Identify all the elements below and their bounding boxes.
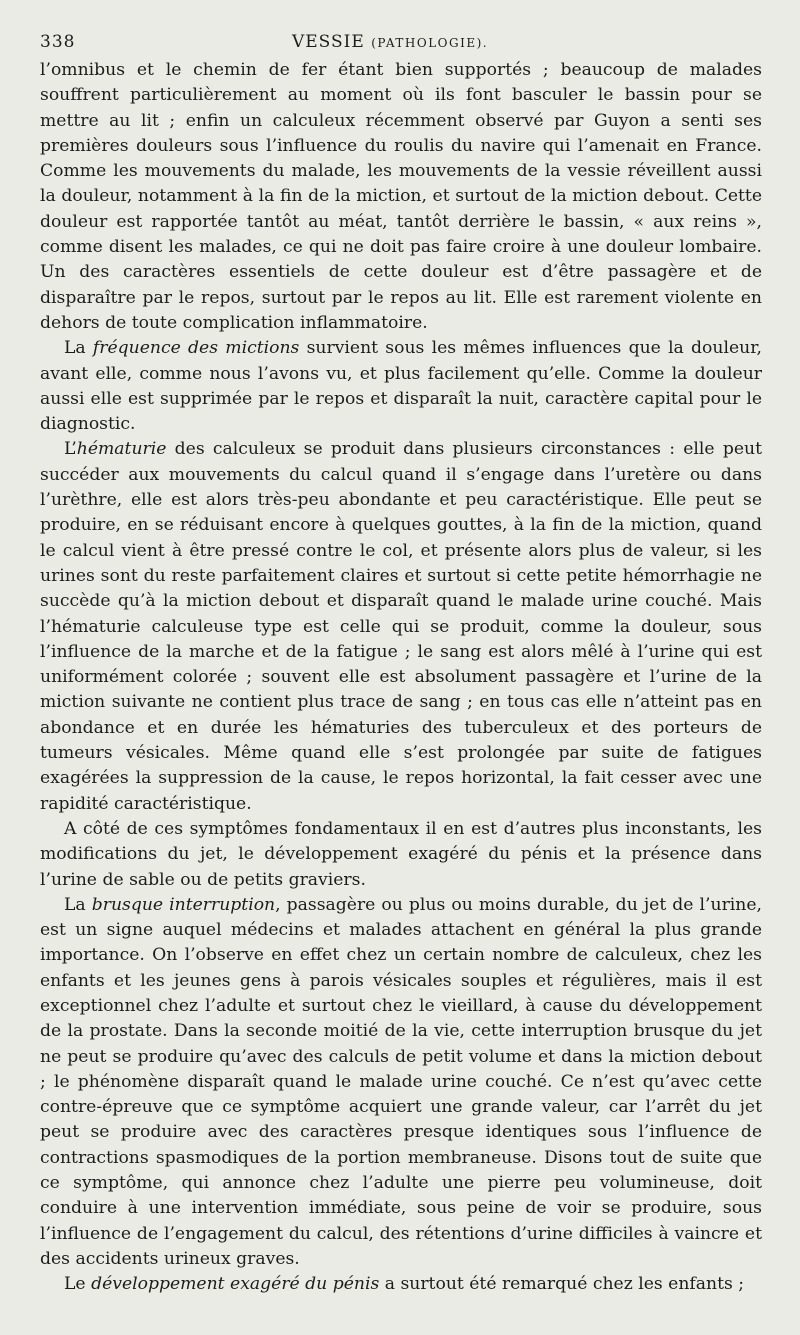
running-header — [40, 26, 762, 58]
paragraph-5 — [40, 893, 762, 1272]
paragraph-text: La — [64, 338, 93, 359]
paragraph-text: , passagère ou plus ou moins durable, du jet de l’urine, est un signe auquel médecins et malades attachent en général la plus grande importance. On l’observe en effet chez un certain nombre de calculeux, chez les enfants et les jeunes gens à parois vésicales souples et régulières, mais il est exceptionnel chez l’adulte et surtout chez le vieillard, à cause du développement de la prostate. Dans la seconde moitié de la vie, cette interruption brusque du jet ne peut se produire qu’avec des calculs de petit volume et dans la miction debout ; le phénomène disparaît quand le malade urine couché. Ce n’est qu’avec cette contre-épreuve que ce symptôme acquiert une grande valeur, car l’arrêt du jet peut se produire avec des caractères presque identiques sous l’influence de contractions spasmodiques de la portion membraneuse. Disons tout de suite que ce symptôme, qui annonce chez l’adulte une pierre peu volumineuse, doit conduire à une intervention immédiate, sous peine de voir se produire, sous l’influence de l’engagement du calcul, des rétentions d’urine difficiles à vaincre et des accidents urineux graves. — [40, 894, 762, 1269]
paragraph-text: a surtout été remarqué chez les enfants ; — [379, 1274, 745, 1295]
italic-term: hématurie — [76, 439, 167, 460]
paragraph-text: survient sous les mêmes influences que la douleur, avant elle, comme nous l’avons vu, et plus facilement qu’elle. Comme la douleur aussi elle est supprimée par le repos et disparaît la nuit, caractère capital pour le diagnostic. — [40, 338, 763, 435]
running-title — [292, 32, 488, 52]
italic-term: développement exagéré du pénis — [91, 1274, 380, 1295]
paragraph-text: Le — [64, 1274, 92, 1295]
running-title-subtitle: (PATHOLOGIE). — [371, 36, 489, 50]
body-text — [40, 58, 762, 1298]
page-number: 338 — [40, 32, 76, 52]
paragraph-text: A côté de ces symptômes fondamentaux il en est d’autres plus inconstants, les modifications du jet, le développement exagéré du pénis et la présence dans l’urine de sable ou de petits graviers. — [40, 818, 762, 890]
paragraph-3 — [40, 437, 762, 816]
paragraph-text: l’omnibus et le chemin de fer étant bien supportés ; beaucoup de malades souffrent particulièrement au moment où ils font basculer le bassin pour se mettre au lit ; enfin un calculeux récemment observé par Guyon a senti ses premières douleurs sous l’influence du roulis du navire qui l’amenait en France. Comme les mouvements du malade, les mouvements de la vessie réveillent aussi la douleur, notamment à la fin de la miction, et surtout de la miction debout. Cette douleur est rapportée tantôt au méat, tantôt derrière le bassin, « aux reins », comme disent les malades, ce qui ne doit pas faire croire à une douleur lombaire. Un des caractères essentiels de cette douleur est d’être passagère et de disparaître par le repos, surtout par le repos au lit. Elle est rarement violente en dehors de toute complication inflammatoire. — [40, 60, 762, 333]
paragraph-text: des calculeux se produit dans plusieurs circonstances : elle peut succéder aux mouvements du calcul quand il s’engage dans l’uretère ou dans l’urèthre, elle est alors très-peu abondante et peu caractéristique. Elle peut se produire, en se réduisant encore à quelques gouttes, à la fin de la miction, quand le calcul vient à être pressé contre le col, et présente alors plus de valeur, si les urines sont du reste parfaitement claires et surtout si cette petite hémorrhagie ne succède qu’à la miction debout et disparaît quand le malade urine couché. Mais l’hématurie calculeuse type est celle qui se produit, comme la douleur, sous l’influence de la marche et de la fatigue ; le sang est alors mêlé à l’urine qui est uniformément colorée ; souvent elle est absolument passagère et l’urine de la miction suivante ne contient plus trace de sang ; en tous cas elle n’atteint pas en abondance et en durée les hématuries des tuberculeux et des porteurs de tumeurs vésicales. Même quand elle s’est prolongée par suite de fatigues exagérées la suppression de la cause, le repos horizontal, la fait cesser avec une rapidité caractéristique. — [40, 439, 762, 814]
italic-term: brusque interruption — [91, 894, 276, 915]
paragraph-text: L’ — [64, 439, 77, 460]
paragraph-6 — [40, 1272, 762, 1297]
paragraph-2 — [40, 336, 762, 437]
running-title-main: VESSIE — [292, 32, 365, 52]
paragraph-text: La — [64, 894, 92, 915]
paragraph-1 — [40, 58, 762, 336]
italic-term: fréquence des mictions — [92, 338, 300, 359]
paragraph-4 — [40, 817, 762, 893]
